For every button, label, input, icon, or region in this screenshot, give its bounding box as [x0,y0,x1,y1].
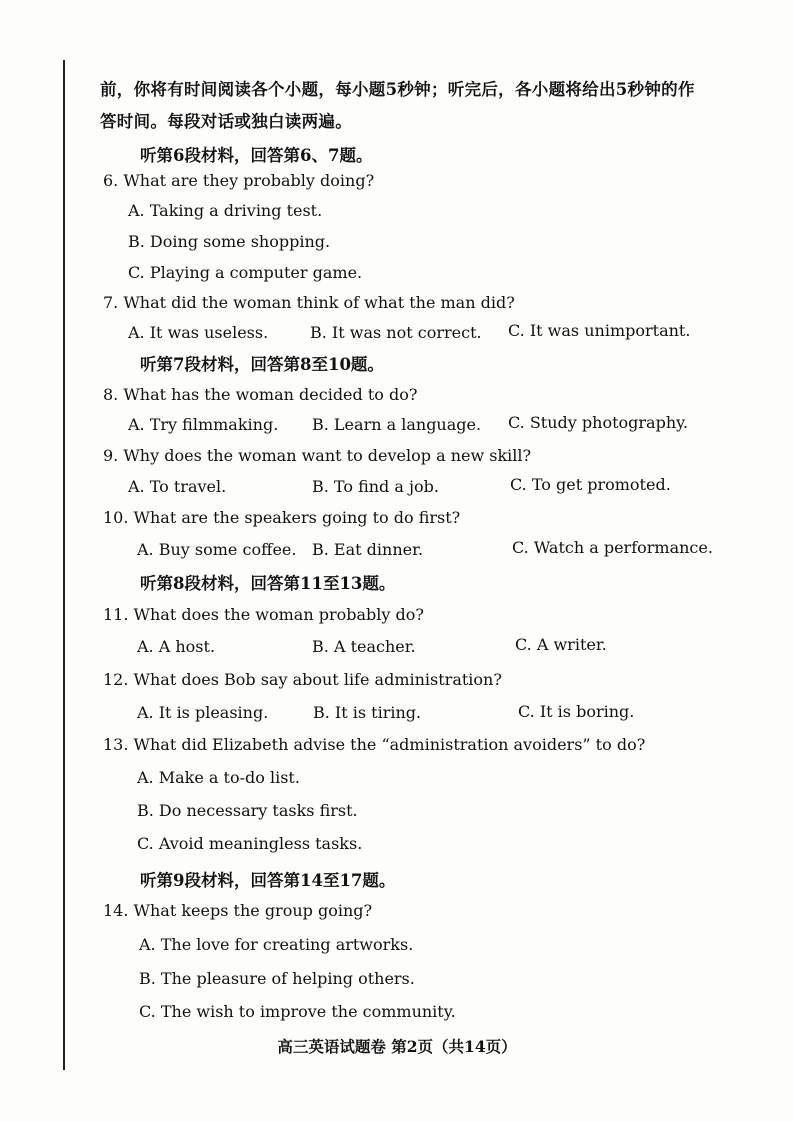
question-10 [103,508,460,527]
question-number: 6. [103,171,119,190]
option-a: A. Make a to-do list. [137,768,300,787]
question-text: What did the woman think of what the man did? [123,293,515,312]
question-text: What does the woman probably do? [133,605,424,624]
option-b: B. Eat dinner. [312,540,424,559]
intro-line-2: 答时间。每段对话或独白读两遍。 [100,112,352,131]
intro-line-1: 前，你将有时间阅读各个小题，每小题5秒钟；听完后，各小题将给出5秒钟的作 [100,80,695,99]
question-number: 12. [103,670,129,689]
option-c: C. A writer. [515,635,607,654]
option-b: B. Doing some shopping. [128,232,331,251]
option-b: B. A teacher. [312,637,416,656]
question-number: 7. [103,293,119,312]
question-text: What are they probably doing? [123,171,375,190]
question-11 [103,605,424,624]
option-a: A. To travel. [128,477,227,496]
question-14 [103,901,372,920]
option-c: C. Avoid meaningless tasks. [137,834,363,853]
section-heading: 听第8段材料，回答第11至13题。 [140,574,396,593]
option-b: B. Do necessary tasks first. [137,801,358,820]
option-a: A. It is pleasing. [137,703,269,722]
option-a: A. Buy some coffee. [137,540,297,559]
option-b: B. It is tiring. [313,703,422,722]
question-9 [103,446,531,465]
question-text: Why does the woman want to develop a new skill? [123,446,532,465]
option-c: C. Study photography. [508,413,689,432]
question-number: 8. [103,385,119,404]
option-c: C. It was unimportant. [508,321,691,340]
question-number: 14. [103,901,129,920]
question-number: 13. [103,735,129,754]
option-b: B. To find a job. [312,477,439,496]
question-8 [103,385,417,404]
option-a: A. Taking a driving test. [128,201,323,220]
question-12 [103,670,502,689]
question-7 [103,293,515,312]
option-c: C. Watch a performance. [512,538,713,557]
option-b: B. The pleasure of helping others. [139,969,415,988]
option-c: C. It is boring. [518,702,635,721]
question-13 [103,735,645,754]
option-b: B. Learn a language. [312,415,482,434]
question-number: 9. [103,446,119,465]
option-a: A. Try filmmaking. [128,415,279,434]
option-a: A. It was useless. [128,323,269,342]
option-c: C. The wish to improve the community. [139,1002,456,1021]
section-heading: 听第6段材料，回答第6、7题。 [140,146,373,165]
question-text: What keeps the group going? [133,901,373,920]
section-heading: 听第9段材料，回答第14至17题。 [140,871,396,890]
option-c: C. Playing a computer game. [128,263,363,282]
question-text: What are the speakers going to do first? [133,508,461,527]
option-b: B. It was not correct. [310,323,482,342]
section-heading: 听第7段材料，回答第8至10题。 [140,355,384,374]
option-a: A. The love for creating artworks. [139,935,414,954]
option-a: A. A host. [137,637,216,656]
question-6 [103,171,374,190]
option-c: C. To get promoted. [510,475,671,494]
page-footer: 高三英语试题卷 第2页（共14页） [277,1037,517,1056]
question-text: What does Bob say about life administration? [133,670,502,689]
question-number: 10. [103,508,129,527]
question-number: 11. [103,605,129,624]
question-text: What has the woman decided to do? [123,385,418,404]
question-text: What did Elizabeth advise the “administration avoiders” to do? [133,735,646,754]
